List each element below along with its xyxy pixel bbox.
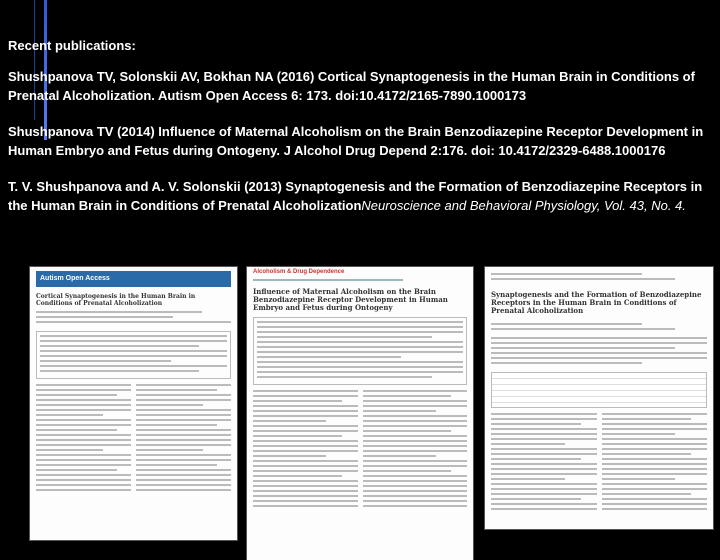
section-heading: Recent publications: <box>8 38 136 53</box>
publications-list <box>8 36 708 232</box>
paper-title: Influence of Maternal Alcoholism on the Brain Benzodiazepine Receptor Development in Human Embryo and Fetus during Ontogeny <box>253 287 448 312</box>
paper-title: Cortical Synaptogenesis in the Human Brain in Conditions of Prenatal Alcoholization <box>36 293 196 307</box>
publication-3-journal: Neuroscience and Behavioral Physiology, Vol. 43, No. 4. <box>361 198 686 213</box>
paper-table <box>491 372 707 408</box>
publication-2-text: Shushpanova TV (2014) Influence of Maternal Alcoholism on the Brain Benzodiazepine Receptor Development in Human Embryo and Fetus during Ontogeny. J Alcohol Drug Depend 2:176. doi: 10.4172/2329-6488.1000176 <box>8 124 704 158</box>
journal-banner <box>36 271 231 287</box>
paper-body-lines <box>30 309 237 328</box>
publication-1 <box>8 67 708 105</box>
abstract-box <box>253 317 467 385</box>
journal-name: Autism Open Access <box>40 275 110 282</box>
paper-abstract-lines <box>485 335 713 369</box>
publication-3 <box>8 177 708 215</box>
abstract-box <box>36 331 231 379</box>
paper-thumbnail-1 <box>30 267 237 540</box>
paper-columns <box>485 411 713 515</box>
paper-thumbnail-2 <box>247 267 473 560</box>
paper-columns <box>247 388 473 512</box>
publication-1-text: Shushpanova TV, Solonskii AV, Bokhan NA (2016) Cortical Synaptogenesis in the Human Brain in Conditions of Prenatal Alcoholization. Autism Open Access 6: 173. doi:10.4172/2165-7890.1000173 <box>8 69 695 103</box>
paper-thumbnail-3 <box>485 267 713 529</box>
publication-3-text: T. V. Shushpanova and A. V. Solonskii (2013) Synaptogenesis and the Formation of Benzodiazepine Receptors in the Human Brain in Conditions of Prenatal Alcoholization <box>8 179 703 213</box>
journal-name: Alcoholism & Drug Dependence <box>253 269 345 275</box>
paper-columns <box>30 382 237 496</box>
publication-2 <box>8 122 708 160</box>
paper-title: Synaptogenesis and the Formation of Benzodiazepine Receptors in the Human Brain in Conditions of Prenatal Alcoholization <box>491 290 702 315</box>
